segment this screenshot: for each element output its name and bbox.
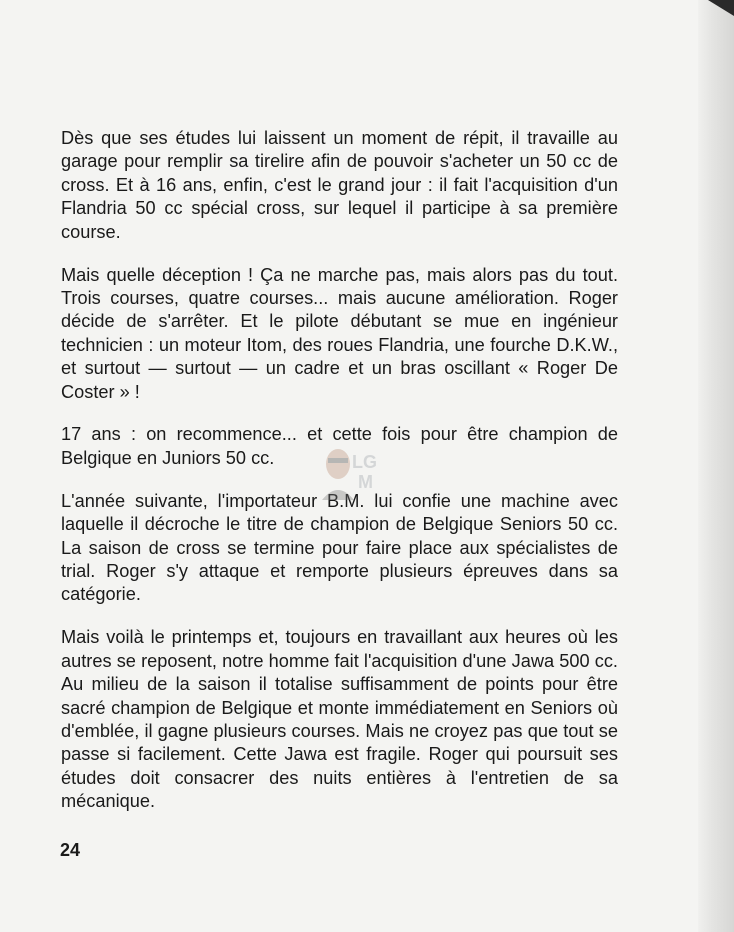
paragraph-4: L'année suivante, l'importateur B.M. lui confie une machine avec laquelle il décroche le titre de champion de Belgique Seniors 50 cc. La saison de cross se termine pour faire place aux spécialistes de trial. Roger s'y attaque et remporte plusieurs épreuves dans sa catégorie. xyxy=(61,490,618,605)
svg-text:LG: LG xyxy=(352,452,377,472)
paragraph-1: Dès que ses études lui laissent un moment de répit, il travaille au garage pour remplir sa tirelire afin de pouvoir s'acheter un 50 cc de cross. Et à 16 ans, enfin, c'est le grand jour : il fait l'acquisition d'un Flandria 50 cc spécial cross, sur lequel il participe à sa première course. xyxy=(61,128,618,242)
portrait-watermark-icon xyxy=(316,440,390,500)
paragraph-2: Mais quelle déception ! Ça ne marche pas, mais alors pas du tout. Trois courses, quatre courses... mais aucune amélioration. Roger décide de s'arrêter. Et le pilote débutant se mue en ingénieur technicien : un moteur Itom, des roues Flandria, une fourche D.K.W., et surtout — surtout — un cadre et un bras oscillant « Roger De Coster » ! xyxy=(61,264,618,402)
page-spine-shadow xyxy=(698,0,734,932)
page-number: 24 xyxy=(60,840,81,860)
svg-text:M: M xyxy=(358,472,373,492)
paragraph-3: 17 ans : on recommence... et cette fois pour être champion de Belgique en Juniors 50 cc. xyxy=(61,424,618,468)
page-corner xyxy=(708,0,734,16)
paragraph-5: Mais voilà le printemps et, toujours en travaillant aux heures où les autres se reposent, notre homme fait l'acquisition d'une Jawa 500 cc. Au milieu de la saison il totalise suffisamment de points pour être sacré champion de Belgique et monte immédiatement en Seniors où d'emblée, il gagne plusieurs courses. Mais ne croyez pas que tout se passe si facilement. Cette Jawa est fragile. Roger qui poursuit ses études doit consacrer des nuits entières à l'entretien de sa mécanique. xyxy=(61,627,618,812)
